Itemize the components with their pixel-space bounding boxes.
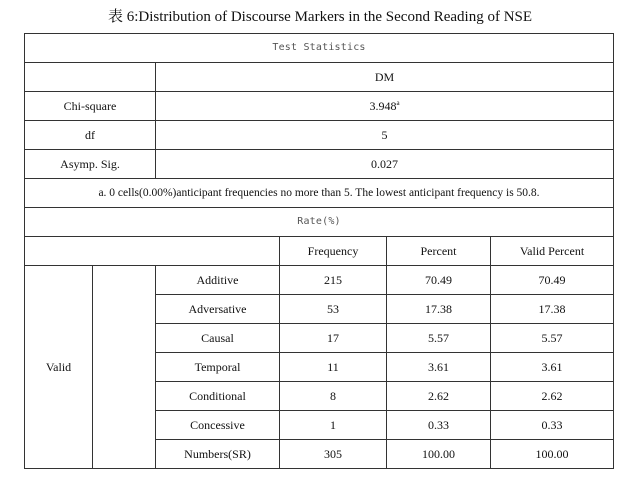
percent-cell: 0.33 (387, 411, 491, 440)
statistics-table (24, 33, 614, 469)
frequency-header: Frequency (280, 237, 387, 266)
valid-percent-cell: 5.57 (491, 324, 614, 353)
valid-percent-cell: 2.62 (491, 382, 614, 411)
frequency-cell: 17 (280, 324, 387, 353)
frequency-cell: 215 (280, 266, 387, 295)
valid-percent-cell: 70.49 (491, 266, 614, 295)
table-row (25, 266, 614, 295)
footnote-row (25, 179, 614, 208)
percent-cell: 17.38 (387, 295, 491, 324)
rate-header-row (25, 237, 614, 266)
table-row (25, 150, 614, 179)
percent-cell: 5.57 (387, 324, 491, 353)
frequency-cell: 1 (280, 411, 387, 440)
empty-spacer-cell (93, 266, 156, 469)
category-label: Temporal (156, 353, 280, 382)
percent-header: Percent (387, 237, 491, 266)
test-statistics-title: Test Statistics (25, 34, 614, 63)
rate-title: Rate(%) (25, 208, 614, 237)
percent-cell: 70.49 (387, 266, 491, 295)
dm-column-header: DM (156, 63, 614, 92)
row-label: Chi-square (25, 92, 156, 121)
category-label: Additive (156, 266, 280, 295)
empty-header-cell (25, 63, 156, 92)
chi-square-value (156, 92, 614, 121)
test-statistics-header-row (25, 63, 614, 92)
percent-cell: 2.62 (387, 382, 491, 411)
valid-percent-cell: 0.33 (491, 411, 614, 440)
row-label: Asymp. Sig. (25, 150, 156, 179)
frequency-cell: 8 (280, 382, 387, 411)
category-label: Numbers(SR) (156, 440, 280, 469)
table-caption: 表 6:Distribution of Discourse Markers in the Second Reading of NSE (107, 9, 533, 25)
valid-percent-cell: 100.00 (491, 440, 614, 469)
valid-percent-cell: 3.61 (491, 353, 614, 382)
frequency-cell: 11 (280, 353, 387, 382)
percent-cell: 100.00 (387, 440, 491, 469)
frequency-cell: 53 (280, 295, 387, 324)
df-value: 5 (156, 121, 614, 150)
percent-cell: 3.61 (387, 353, 491, 382)
empty-header-cell (25, 237, 280, 266)
valid-percent-cell: 17.38 (491, 295, 614, 324)
test-statistics-title-row (25, 34, 614, 63)
rate-title-row (25, 208, 614, 237)
table-row (25, 92, 614, 121)
category-label: Adversative (156, 295, 280, 324)
category-label: Concessive (156, 411, 280, 440)
row-label: df (25, 121, 156, 150)
table-row (25, 121, 614, 150)
footnote-marker: a (396, 99, 400, 107)
category-label: Conditional (156, 382, 280, 411)
frequency-cell: 305 (280, 440, 387, 469)
category-label: Causal (156, 324, 280, 353)
valid-percent-header: Valid Percent (491, 237, 614, 266)
asymp-sig-value: 0.027 (156, 150, 614, 179)
valid-group-label: Valid (25, 266, 93, 469)
footnote: a. 0 cells(0.00%)anticipant frequencies no more than 5. The lowest anticipant frequency is 50.8. (25, 179, 614, 208)
chi-square-number: 3.948 (369, 99, 397, 113)
